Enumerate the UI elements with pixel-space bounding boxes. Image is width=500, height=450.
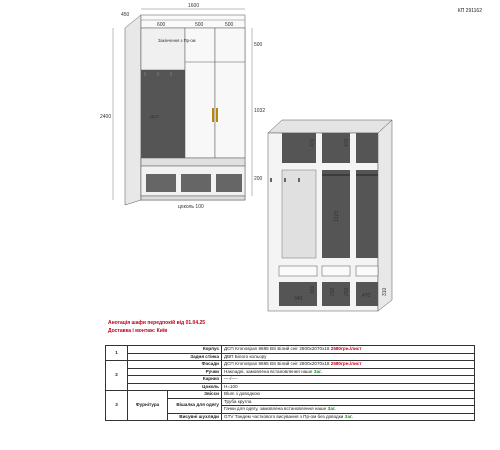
group-num-2: 2: [106, 361, 128, 391]
label-upper-left: Закінчення з Пр-ом: [158, 38, 196, 43]
inner-dim-f: 250: [330, 287, 336, 296]
dim-w3: 500: [225, 22, 234, 28]
dim-plinth: цоколь 100: [178, 204, 204, 210]
dim-height: 2400: [100, 114, 112, 120]
dim-mid: 1032: [254, 108, 266, 114]
handle-right: [216, 108, 218, 122]
row-value: ----/----: [222, 376, 475, 384]
row-value: Blum з доводкою: [222, 391, 475, 399]
row-value: Н=100: [222, 383, 475, 391]
dim-bottom: 200: [254, 176, 263, 182]
row-label: Карниз: [128, 376, 222, 384]
inner-dim-h: 310: [382, 287, 388, 296]
spec-table: [105, 345, 475, 421]
group-furniture: Фурнітура: [128, 391, 168, 421]
row-label: Звісси: [168, 391, 222, 399]
dim-depth: 450: [121, 12, 130, 18]
label-dsp: ДСП: [150, 114, 159, 119]
row-value: ДСП Kronospan 8685 BS Білий сніг 2800х2070х18 2580грн./лист: [222, 346, 475, 354]
inner-dim-d: 340: [294, 296, 303, 302]
note-line-1: Анотація шафи передпокій від 01.04.25: [108, 320, 206, 326]
group-num-1: 1: [106, 346, 128, 361]
dim-top-shelf: 500: [254, 42, 263, 48]
interior-view: [268, 120, 392, 311]
row-label: Висувні шухляди: [168, 413, 222, 421]
row-value: GTV Тандем часткового висування з Пр-ом без доводки Заг.: [222, 413, 475, 421]
row-label: Вішалка для одягу: [168, 398, 222, 413]
inner-dim-b: 470: [344, 138, 350, 147]
door-left: [185, 28, 215, 158]
group-num-3: 3: [106, 391, 128, 421]
row-label: Корпус: [128, 346, 222, 354]
inner-dim-i: 470: [362, 293, 371, 299]
row-value: Гачки для одягу, замовлена встановлення наше Заг.: [222, 406, 475, 414]
inner-dim-e: 320: [310, 285, 316, 294]
row-value: Накладні, замовлена встановлення наше Заг.: [222, 368, 475, 376]
left-column-back: [141, 70, 185, 158]
handle-left: [212, 108, 214, 122]
note-line-2: Доставка і монтаж: Київ: [108, 328, 168, 334]
row-label: Фасади: [128, 361, 222, 369]
dim-w2: 500: [195, 22, 204, 28]
project-code: КП 291162: [457, 8, 482, 14]
dim-w1: 600: [157, 22, 166, 28]
row-label: Цоколь: [128, 383, 222, 391]
row-value: Труба кругла: [222, 398, 475, 406]
seat: [141, 158, 245, 166]
door-right: [215, 28, 245, 158]
inner-dim-c: 1223: [334, 210, 340, 222]
dim-width: 1600: [188, 3, 200, 9]
left-upper-panel: [141, 28, 185, 70]
cabinet-side-depth: [125, 15, 141, 205]
plinth: [141, 196, 245, 200]
row-value: ДВП Білого кольору: [222, 353, 475, 361]
inner-dim-a: 470: [310, 138, 316, 147]
row-label: Ручки: [128, 368, 222, 376]
inner-dim-g: 250: [344, 287, 350, 296]
row-label: Задня стінка: [128, 353, 222, 361]
row-value: ДСП Kronospan 8685 BS Білий сніг 2800х2070х18 2580грн./лист: [222, 361, 475, 369]
